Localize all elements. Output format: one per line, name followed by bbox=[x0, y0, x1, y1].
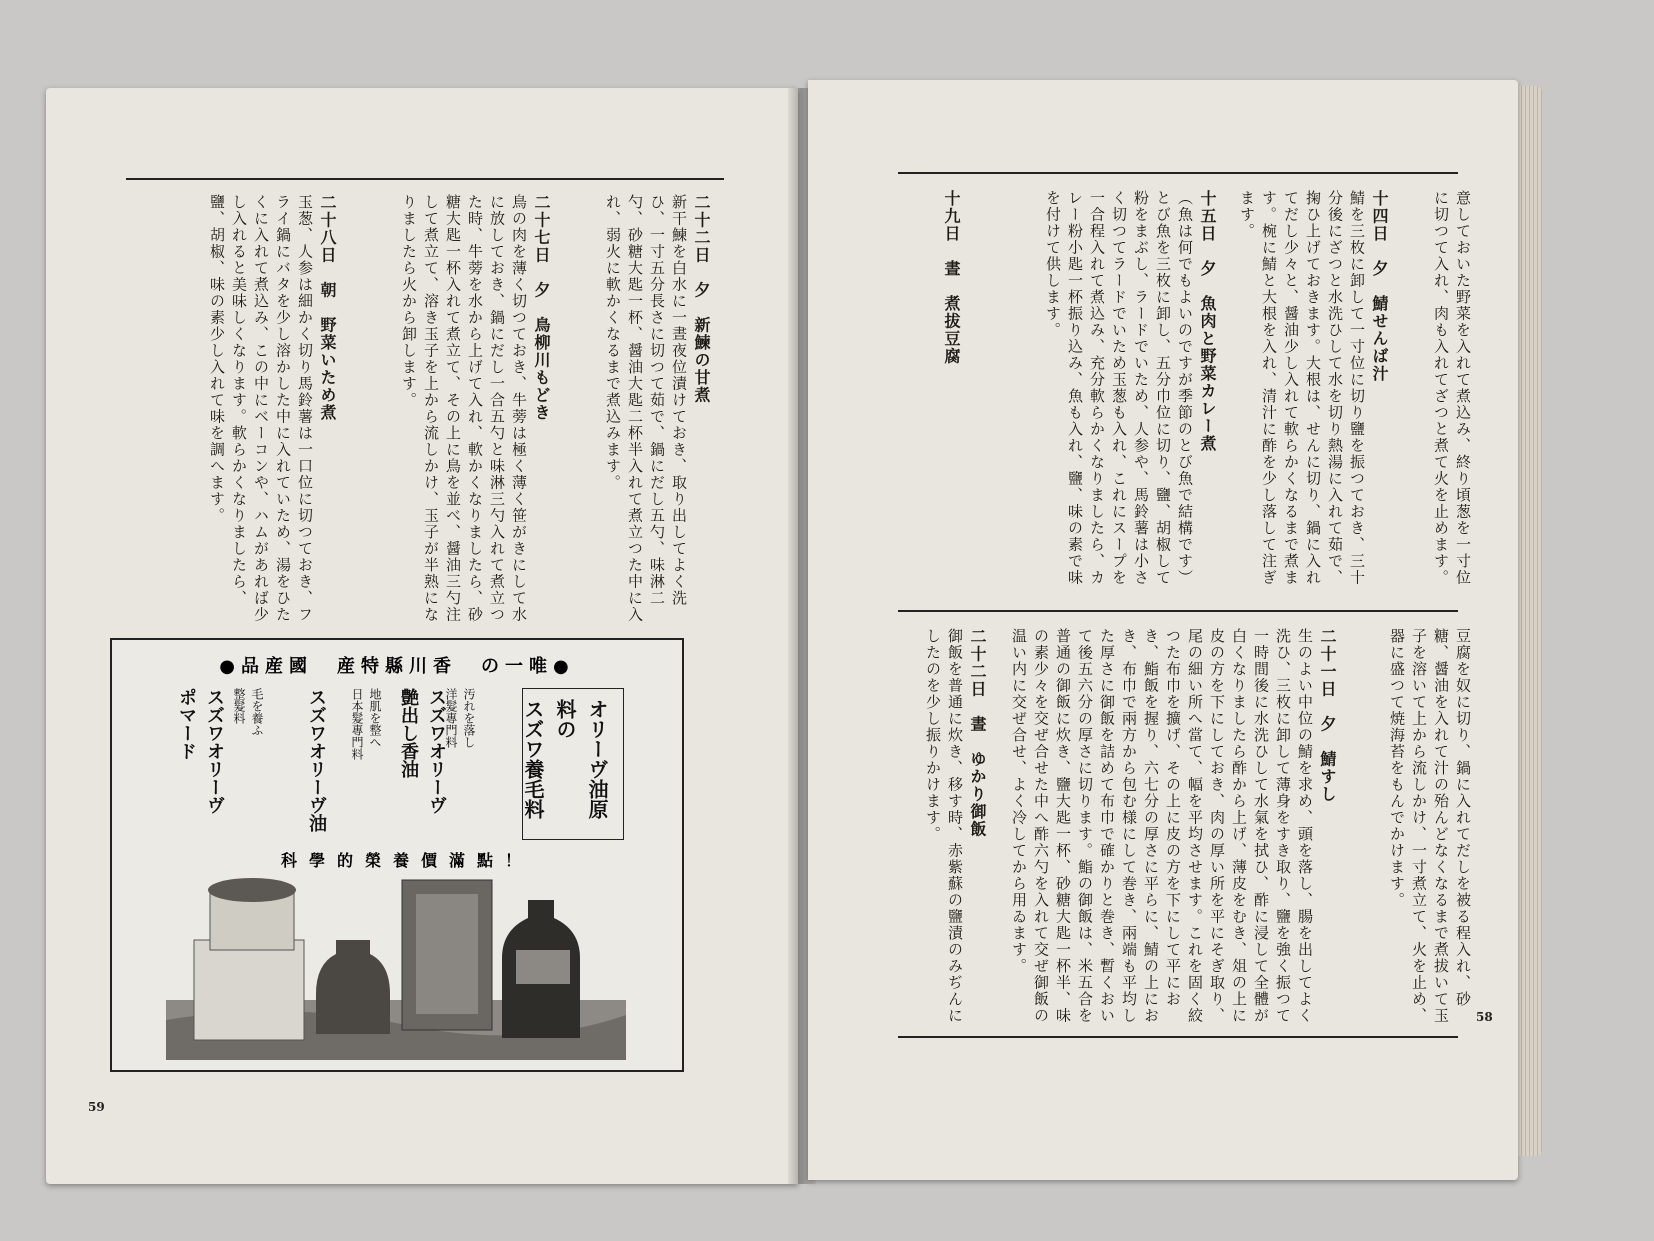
recipe-body: 玉葱、人参は細かく切り馬鈴薯は一口位に切つておき、フライ鍋にバタを少し溶かした中に入れていため、湯をひたくに入れて煮込み、この中にベーコンや、ハムがあれば少し入れると美味しくなります。軟らかくなりましたら、鹽、胡椒、味の素少し入れて味を調へます。 bbox=[208, 194, 314, 623]
page-number: 59 bbox=[88, 1100, 105, 1114]
ad-boxed-product bbox=[522, 688, 624, 840]
middle-rule bbox=[898, 610, 1458, 612]
right-page bbox=[808, 80, 1518, 1180]
recipe-body: 御飯を普通に炊き、移す時、赤紫蘇の鹽漬のみぢんにしたのを少し振りかけます。 bbox=[924, 628, 964, 1024]
ad-item-name: スズワオリーヴ 艶出し香油 bbox=[398, 688, 447, 814]
page-number: 58 bbox=[1476, 1010, 1493, 1024]
recipe-heading: 十五日 夕 魚肉と野菜カレー煮 bbox=[1198, 190, 1217, 453]
recipe-body: 鳥の肉を薄く切つておき、牛蒡は極く薄く笹がきにして水に放しておき、鍋にだし一合五勺と味淋三勺入れて煮立つた時、牛蒡を水から上げて入れ、軟かくなりましたら、砂糖大匙一杯入れて煮立て、その上に鳥を並べ、醤油三勺注して煮立て、溶き玉子を上から流しかけ、玉子が半熟になりましたら火から卸します。 bbox=[400, 194, 528, 623]
recipe-heading: 二十二日 晝 ゆかり御飯 bbox=[968, 628, 987, 838]
recipe-body: 意しておいた野菜を入れて煮込み、終り頃葱を一寸位に切つて入れ、肉も入れてざつと煮て火を止めます。 bbox=[1432, 190, 1472, 586]
open-book bbox=[40, 72, 1600, 1190]
recipe-column bbox=[1240, 190, 1390, 600]
recipe-column bbox=[138, 194, 338, 624]
recipe-column bbox=[1364, 628, 1474, 1028]
left-page bbox=[46, 88, 798, 1184]
recipe-column bbox=[1008, 628, 1338, 1028]
ad-tagline: 科學的榮養價滿點！ bbox=[280, 851, 533, 870]
top-rule bbox=[898, 172, 1458, 174]
advertisement bbox=[110, 638, 684, 1072]
recipe-body: （魚は何でもよいのですが季節のとび魚で結構です）とび魚を三枚に卸し、五分巾位に切り、鹽、胡椒して粉をまぶし、ラードでいため、人参や、馬鈴薯は小さく切つてラードでいため玉葱も入れ、これにスープを一合程入れて煮込み、充分軟らかくなりましたら、カレー粉小匙一杯振り込み、魚も入れ、鹽、味の素で味を付けて供します。 bbox=[1044, 190, 1194, 586]
ad-item-description: 汚れを落し 洋髮專門料 bbox=[444, 688, 476, 748]
bottom-rule bbox=[898, 1036, 1458, 1038]
recipe-body: 新干鰊を白水に一晝夜位漬けておき、取り出してよく洗ひ、一寸五分長さに切つて茹で、鍋にだし五勺、味淋二勺、砂糖大匙一杯、醤油大匙二杯半入れて煮立つた中に入れ、弱火に軟かくなるまで煮込みます。 bbox=[604, 194, 688, 623]
ad-item-name: スズワオリーヴ ポマード bbox=[176, 688, 225, 814]
recipe-column bbox=[582, 194, 712, 624]
recipe-heading: 二十一日 夕 鯖すし bbox=[1318, 628, 1337, 803]
recipe-column bbox=[898, 628, 988, 1028]
recipe-heading: 十九日 晝 煮拔豆腐 bbox=[942, 190, 961, 365]
recipe-body: 豆腐を奴に切り、鍋に入れてだしを被る程入れ、砂糖、醤油を入れて汁の殆んどなくなるまで煮拔いて玉子を溶いて上から流しかけ、一寸煮立て、火を止め、器に盛つて焼海苔をもんでかけます。 bbox=[1388, 628, 1472, 1024]
recipe-body: 生のよい中位の鯖を求め、頭を落し、腸を出してよく洗ひ、三枚に卸して薄身をすき取り、鹽を強く振つて一時間後に水洗ひして水氣を拭ひ、酢に浸して全體が白くなりましたら酢から上げ、薄皮をむき、俎の上に皮の方を下にしておき、肉の厚い所を平にそぎ取り、尾の細い所へ當て、幅を平均させます。これを固く絞つた布巾を擴げ、その上に皮の方を下にして平におき、鮨飯を握り、六七分の厚さに平らに、鯖の上におき、布巾で兩方から包む様にして巻き、兩端も平均した厚さに御飯を詰めて布巾で確かりと巻き、暫くおいて後五六分の厚さに切ります。鮨の御飯は、米五合を普通の御飯に炊き、鹽大匙一杯、砂糖大匙一杯半、味の素少々を交ぜ合せた中へ酢六勺を入れて交ぜ御飯の温い内に交ぜ合せ、よく冷してから用ゐます。 bbox=[1010, 628, 1314, 1024]
recipe-column bbox=[1414, 190, 1474, 600]
ad-headline: ●品産國 産特縣川香 の一唯● bbox=[219, 656, 575, 677]
recipe-column bbox=[922, 190, 962, 600]
ad-item-name: スズワオリーヴ油 bbox=[306, 688, 327, 832]
recipe-heading: 二十二日 夕 新鰊の甘煮 bbox=[692, 194, 711, 404]
recipe-heading: 二十八日 朝 野菜いため煮 bbox=[318, 194, 337, 422]
recipe-heading: 二十七日 夕 鳥柳川もどき bbox=[532, 194, 551, 422]
recipe-heading: 十四日 夕 鯖せんば汁 bbox=[1370, 190, 1389, 383]
ad-item-description: 毛を養ふ 整髮料 bbox=[232, 688, 264, 736]
recipe-column bbox=[366, 194, 552, 624]
product-photo bbox=[166, 870, 626, 1060]
ad-boxed-text: オリーヴ油原料の スズワ養毛料 bbox=[521, 699, 609, 819]
recipe-column bbox=[988, 190, 1218, 600]
top-rule bbox=[126, 178, 724, 180]
recipe-body: 鯖を三枚に卸して一寸位に切り鹽を振つておき、三十分後にざつと水洗ひして水を切り熱湯に入れて茹で、掬ひ上げておきます。大根は、せんに切り、鍋に入れてだし少々と、醤油少し入れて軟らかくなるまで煮ます。椀に鯖と大根を入れ、清汁に酢を少し落して注ぎます。 bbox=[1238, 190, 1366, 586]
ad-item-description: 地肌を整へ 日本髮專門料 bbox=[350, 688, 382, 760]
